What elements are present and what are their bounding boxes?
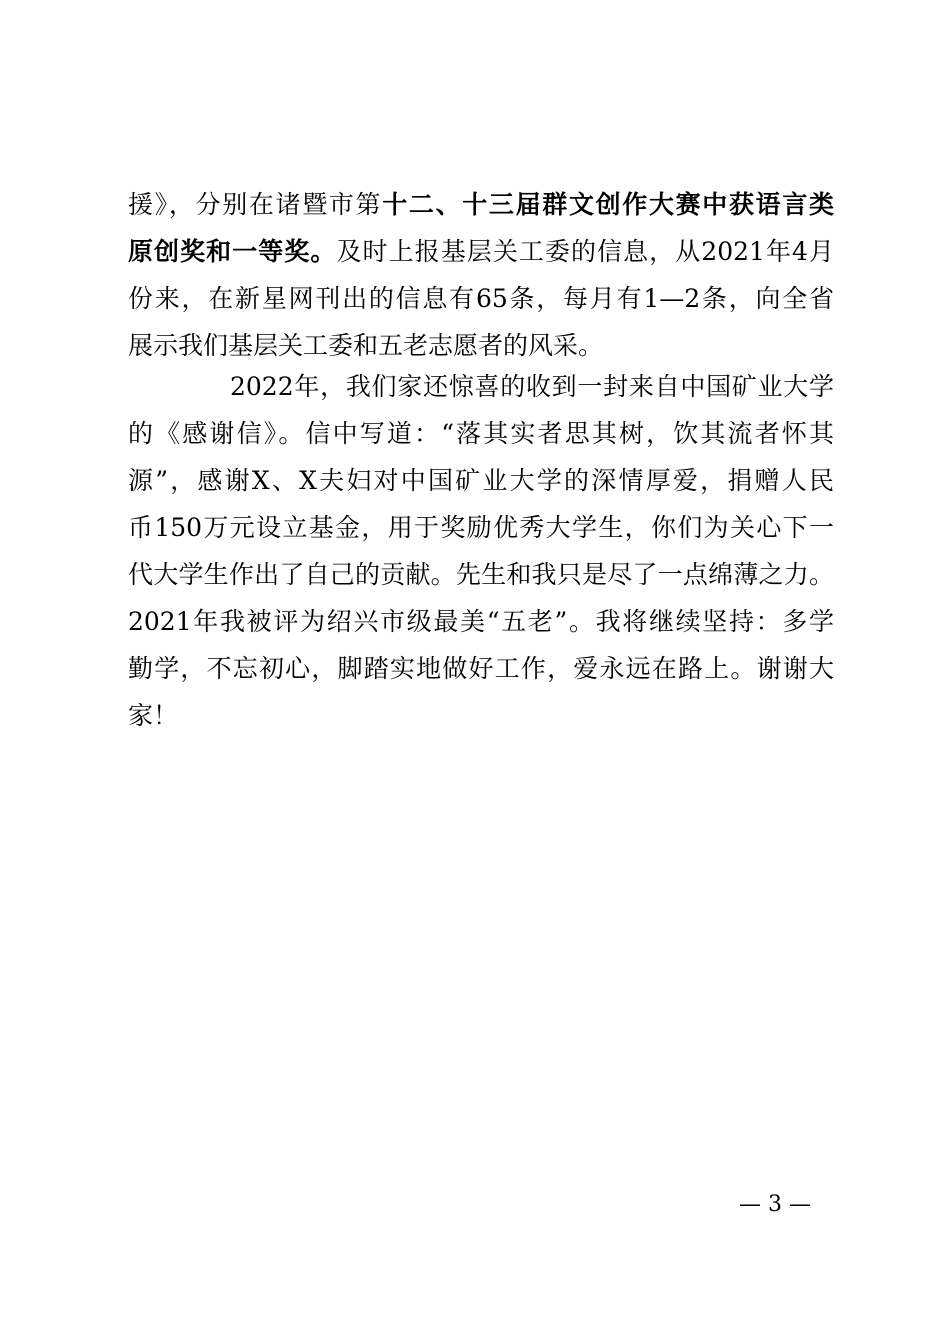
text-run: 援》，分别在诸暨市第 [128, 190, 383, 219]
page-number: — 3 — [739, 1192, 811, 1217]
paragraph-2-line-5: 代大学生作出了自己的贡献。先生和我只是尽了一点绵薄之力。 [128, 560, 834, 589]
bold-text-run: 原创奖和一等奖。 [128, 237, 337, 266]
paragraph-1-line-4: 展示我们基层关工委和五老志愿者的风采。 [128, 331, 604, 360]
paragraph-2-line-3: 源”，感谢X、X夫妇对中国矿业大学的深情厚爱，捐赠人民 [128, 466, 834, 495]
paragraph-2-line-2: 的《感谢信》。信中写道：“落其实者思其树，饮其流者怀其 [128, 419, 834, 448]
paragraph-1-line-3: 份来，在新星网刊出的信息有65条，每月有1—2条，向全省 [128, 284, 834, 313]
bold-text-run: 十二、十三届群文创作大赛中获语言类 [382, 190, 834, 219]
paragraph-1-line-1 [128, 187, 834, 223]
paragraph-2-line-4: 币150万元设立基金，用于奖励优秀大学生，你们为关心下一 [128, 513, 834, 542]
paragraph-2-line-6: 2021年我被评为绍兴市级最美“五老”。我将继续坚持：多学 [128, 607, 834, 636]
paragraph-2-line-7: 勤学，不忘初心，脚踏实地做好工作，爱永远在路上。谢谢大 [128, 654, 834, 683]
paragraph-2-line-1: 2022年，我们家还惊喜的收到一封来自中国矿业大学 [230, 372, 834, 401]
text-run: 及时上报基层关工委的信息，从2021年4月 [336, 237, 834, 266]
paragraph-1-line-2 [128, 234, 834, 270]
paragraph-2-line-8: 家！ [128, 701, 179, 730]
